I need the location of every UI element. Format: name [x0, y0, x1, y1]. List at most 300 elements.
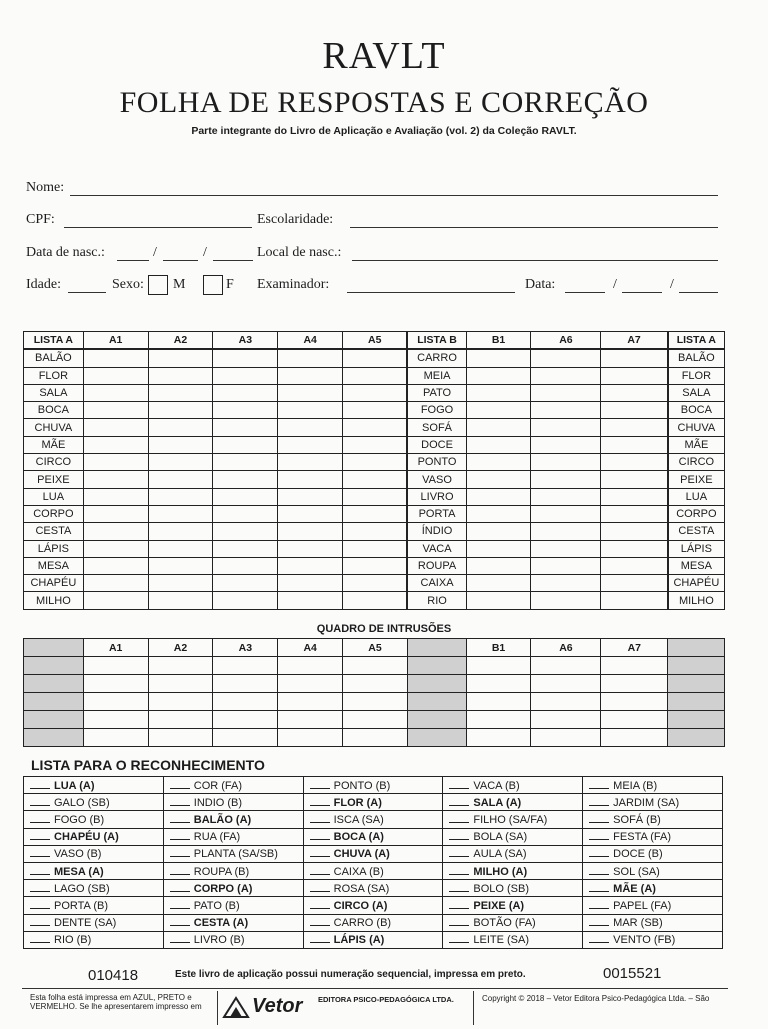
answer-cell[interactable]: [278, 540, 343, 557]
recognition-item[interactable]: [163, 931, 303, 948]
answer-cell[interactable]: [601, 523, 668, 540]
intrusion-cell[interactable]: [148, 657, 213, 675]
escolaridade-field[interactable]: [350, 227, 718, 228]
answer-blank[interactable]: [589, 830, 609, 840]
answer-cell[interactable]: [213, 419, 278, 436]
answer-cell[interactable]: [83, 592, 148, 609]
recognition-item[interactable]: [443, 845, 583, 862]
idade-field[interactable]: [68, 292, 106, 293]
intrusion-cell[interactable]: [531, 657, 601, 675]
recognition-item[interactable]: [163, 777, 303, 794]
answer-cell[interactable]: [531, 505, 601, 522]
answer-cell[interactable]: [83, 402, 148, 419]
answer-cell[interactable]: [148, 367, 213, 384]
intrusion-cell[interactable]: [531, 711, 601, 729]
shaded-cell: [407, 657, 466, 675]
answer-cell[interactable]: [531, 540, 601, 557]
answer-cell[interactable]: [601, 349, 668, 367]
lista-a-word: LUA: [668, 488, 725, 505]
answer-blank[interactable]: [170, 916, 190, 926]
answer-cell[interactable]: [601, 436, 668, 453]
answer-cell[interactable]: [601, 592, 668, 609]
recognition-item[interactable]: [443, 794, 583, 811]
answer-blank[interactable]: [589, 933, 609, 943]
answer-blank[interactable]: [589, 916, 609, 926]
answer-cell[interactable]: [601, 402, 668, 419]
vetor-logo-icon: [222, 995, 250, 1019]
answer-cell[interactable]: [466, 523, 531, 540]
date-separator: /: [670, 277, 674, 292]
answer-cell[interactable]: [601, 419, 668, 436]
answer-blank[interactable]: [170, 813, 190, 823]
intrusion-cell[interactable]: [83, 729, 148, 747]
answer-cell[interactable]: [466, 505, 531, 522]
answer-cell[interactable]: [343, 367, 408, 384]
recognition-item[interactable]: [443, 897, 583, 914]
recognition-item[interactable]: [303, 777, 443, 794]
serial-code-right: 0015521: [603, 965, 662, 982]
answer-cell[interactable]: [213, 436, 278, 453]
answer-cell[interactable]: [213, 454, 278, 471]
intrusion-cell[interactable]: [278, 729, 343, 747]
intrusions-table: [23, 638, 725, 747]
answer-cell[interactable]: [343, 575, 408, 592]
recognition-item[interactable]: [583, 845, 723, 862]
footer: [22, 988, 728, 1029]
answer-cell[interactable]: [278, 592, 343, 609]
shaded-cell: [407, 675, 466, 693]
recognition-item[interactable]: [303, 897, 443, 914]
recognition-item[interactable]: [583, 914, 723, 931]
answer-cell[interactable]: [343, 471, 408, 488]
recognition-item[interactable]: [24, 862, 164, 879]
answer-cell[interactable]: [466, 592, 531, 609]
intrusion-cell[interactable]: [148, 693, 213, 711]
date-separator: /: [203, 245, 207, 260]
answer-cell[interactable]: [466, 349, 531, 367]
answer-blank[interactable]: [30, 899, 50, 909]
answer-cell[interactable]: [148, 505, 213, 522]
answer-cell[interactable]: [278, 575, 343, 592]
recognition-item[interactable]: [443, 914, 583, 931]
answer-cell[interactable]: [83, 471, 148, 488]
intrusion-cell[interactable]: [148, 711, 213, 729]
answer-cell[interactable]: [466, 454, 531, 471]
intrusion-cell[interactable]: [278, 693, 343, 711]
answer-blank[interactable]: [449, 933, 469, 943]
answer-blank[interactable]: [30, 882, 50, 892]
recognition-item[interactable]: [303, 794, 443, 811]
recognition-item[interactable]: [583, 897, 723, 914]
answer-blank[interactable]: [589, 899, 609, 909]
answer-blank[interactable]: [310, 865, 330, 875]
intrusion-cell[interactable]: [601, 693, 668, 711]
recognition-item[interactable]: [443, 862, 583, 879]
answer-cell[interactable]: [531, 349, 601, 367]
answer-cell[interactable]: [343, 402, 408, 419]
table-row: [24, 349, 725, 367]
answer-cell[interactable]: [343, 454, 408, 471]
recognition-item[interactable]: [583, 931, 723, 948]
answer-blank[interactable]: [30, 813, 50, 823]
answer-blank[interactable]: [310, 796, 330, 806]
print-note: Esta folha está impressa em AZUL, PRETO e VERMELHO. Se lhe apresentarem impresso em: [30, 993, 202, 1011]
answer-cell[interactable]: [601, 384, 668, 401]
intrusion-cell[interactable]: [278, 711, 343, 729]
answer-blank[interactable]: [170, 847, 190, 857]
answer-blank[interactable]: [30, 796, 50, 806]
answer-blank[interactable]: [449, 865, 469, 875]
answer-cell[interactable]: [83, 540, 148, 557]
intrusion-cell[interactable]: [83, 693, 148, 711]
recognition-item[interactable]: [163, 828, 303, 845]
data-nasc-year-field[interactable]: [213, 260, 253, 261]
answer-cell[interactable]: [531, 402, 601, 419]
answer-cell[interactable]: [343, 523, 408, 540]
answer-blank[interactable]: [449, 916, 469, 926]
answer-cell[interactable]: [531, 384, 601, 401]
answer-cell[interactable]: [148, 454, 213, 471]
answer-cell[interactable]: [148, 402, 213, 419]
intrusion-cell[interactable]: [601, 675, 668, 693]
answer-cell[interactable]: [343, 384, 408, 401]
answer-cell[interactable]: [466, 488, 531, 505]
answer-cell[interactable]: [213, 349, 278, 367]
answer-cell[interactable]: [343, 505, 408, 522]
answer-cell[interactable]: [466, 557, 531, 574]
answer-blank[interactable]: [589, 813, 609, 823]
recognition-item[interactable]: [583, 777, 723, 794]
recognition-item[interactable]: [163, 845, 303, 862]
intrusion-cell[interactable]: [278, 657, 343, 675]
answer-cell[interactable]: [278, 471, 343, 488]
answer-cell[interactable]: [83, 488, 148, 505]
answer-blank[interactable]: [30, 933, 50, 943]
recall-header-cell: A4: [278, 332, 343, 350]
recognition-item[interactable]: [303, 914, 443, 931]
answer-cell[interactable]: [278, 384, 343, 401]
recognition-item[interactable]: [24, 845, 164, 862]
answer-cell[interactable]: [278, 349, 343, 367]
answer-blank[interactable]: [30, 779, 50, 789]
answer-cell[interactable]: [601, 367, 668, 384]
answer-cell[interactable]: [278, 367, 343, 384]
answer-cell[interactable]: [278, 523, 343, 540]
answer-blank[interactable]: [310, 882, 330, 892]
answer-cell[interactable]: [343, 419, 408, 436]
answer-cell[interactable]: [148, 557, 213, 574]
answer-cell[interactable]: [83, 505, 148, 522]
answer-cell[interactable]: [83, 523, 148, 540]
answer-cell[interactable]: [601, 575, 668, 592]
answer-blank[interactable]: [30, 847, 50, 857]
answer-cell[interactable]: [213, 488, 278, 505]
lista-a-word: MILHO: [24, 592, 84, 609]
answer-blank[interactable]: [170, 830, 190, 840]
answer-cell[interactable]: [83, 454, 148, 471]
answer-blank[interactable]: [449, 830, 469, 840]
answer-blank[interactable]: [449, 882, 469, 892]
recognition-item[interactable]: [24, 914, 164, 931]
recognition-item[interactable]: [24, 794, 164, 811]
data-nasc-month-field[interactable]: [163, 260, 198, 261]
answer-cell[interactable]: [213, 402, 278, 419]
answer-cell[interactable]: [213, 575, 278, 592]
answer-cell[interactable]: [83, 419, 148, 436]
recognition-word: AULA (SA): [473, 848, 527, 861]
answer-cell[interactable]: [601, 540, 668, 557]
recognition-word: BOLA (SA): [473, 831, 528, 844]
lista-b-word: ROUPA: [407, 557, 466, 574]
answer-blank[interactable]: [449, 779, 469, 789]
answer-blank[interactable]: [310, 933, 330, 943]
recognition-item[interactable]: [303, 931, 443, 948]
recognition-item[interactable]: [303, 862, 443, 879]
answer-cell[interactable]: [83, 557, 148, 574]
data-year-field[interactable]: [679, 292, 718, 293]
date-separator: /: [153, 245, 157, 260]
answer-cell[interactable]: [601, 488, 668, 505]
answer-cell[interactable]: [213, 367, 278, 384]
recognition-item[interactable]: [303, 845, 443, 862]
answer-cell[interactable]: [213, 384, 278, 401]
answer-blank[interactable]: [589, 882, 609, 892]
answer-cell[interactable]: [83, 367, 148, 384]
answer-blank[interactable]: [170, 933, 190, 943]
answer-cell[interactable]: [531, 436, 601, 453]
answer-cell[interactable]: [343, 540, 408, 557]
recognition-item[interactable]: [163, 794, 303, 811]
answer-blank[interactable]: [310, 830, 330, 840]
answer-blank[interactable]: [589, 796, 609, 806]
answer-blank[interactable]: [170, 865, 190, 875]
recognition-item[interactable]: [443, 931, 583, 948]
recognition-word: SALA (A): [473, 796, 522, 809]
data-month-field[interactable]: [622, 292, 662, 293]
answer-blank[interactable]: [449, 899, 469, 909]
recognition-item[interactable]: [443, 828, 583, 845]
answer-cell[interactable]: [466, 540, 531, 557]
recognition-word: JARDIM (SA): [613, 796, 680, 809]
answer-cell[interactable]: [601, 454, 668, 471]
recognition-item[interactable]: [303, 828, 443, 845]
answer-blank[interactable]: [449, 847, 469, 857]
answer-cell[interactable]: [531, 419, 601, 436]
answer-blank[interactable]: [589, 779, 609, 789]
answer-cell[interactable]: [148, 540, 213, 557]
answer-cell[interactable]: [213, 557, 278, 574]
recognition-item[interactable]: [24, 931, 164, 948]
answer-cell[interactable]: [343, 592, 408, 609]
answer-cell[interactable]: [148, 436, 213, 453]
data-nasc-day-field[interactable]: [117, 260, 149, 261]
intrusion-cell[interactable]: [601, 711, 668, 729]
answer-cell[interactable]: [531, 471, 601, 488]
answer-cell[interactable]: [148, 471, 213, 488]
recognition-item[interactable]: [24, 880, 164, 897]
intrusion-cell[interactable]: [466, 693, 531, 711]
nome-field[interactable]: [70, 195, 718, 196]
answer-cell[interactable]: [278, 505, 343, 522]
recognition-item[interactable]: [303, 880, 443, 897]
answer-cell[interactable]: [148, 419, 213, 436]
intrusion-cell[interactable]: [148, 729, 213, 747]
answer-cell[interactable]: [343, 349, 408, 367]
answer-cell[interactable]: [466, 384, 531, 401]
answer-cell[interactable]: [213, 505, 278, 522]
recognition-item[interactable]: [24, 897, 164, 914]
recognition-item[interactable]: [24, 777, 164, 794]
answer-cell[interactable]: [601, 505, 668, 522]
recognition-item[interactable]: [163, 897, 303, 914]
intrusion-cell[interactable]: [83, 711, 148, 729]
data-day-field[interactable]: [565, 292, 605, 293]
answer-blank[interactable]: [30, 916, 50, 926]
recognition-word: FOGO (B): [54, 813, 105, 826]
intrusion-cell[interactable]: [213, 657, 278, 675]
answer-cell[interactable]: [466, 575, 531, 592]
answer-blank[interactable]: [170, 796, 190, 806]
answer-cell[interactable]: [278, 436, 343, 453]
intrusion-cell[interactable]: [343, 711, 408, 729]
recognition-item[interactable]: [163, 862, 303, 879]
recognition-item[interactable]: [163, 811, 303, 828]
intrusion-cell[interactable]: [466, 729, 531, 747]
answer-cell[interactable]: [148, 488, 213, 505]
answer-cell[interactable]: [148, 575, 213, 592]
answer-cell[interactable]: [343, 436, 408, 453]
recognition-item[interactable]: [583, 880, 723, 897]
intrusion-cell[interactable]: [601, 729, 668, 747]
answer-blank[interactable]: [310, 847, 330, 857]
answer-blank[interactable]: [310, 813, 330, 823]
answer-cell[interactable]: [531, 575, 601, 592]
intrusion-cell[interactable]: [531, 729, 601, 747]
recognition-item[interactable]: [583, 794, 723, 811]
intrusion-cell[interactable]: [213, 693, 278, 711]
table-row: [24, 436, 725, 453]
answer-cell[interactable]: [278, 402, 343, 419]
answer-cell[interactable]: [213, 523, 278, 540]
intrusion-cell[interactable]: [466, 711, 531, 729]
intrusion-cell[interactable]: [601, 657, 668, 675]
answer-blank[interactable]: [449, 796, 469, 806]
answer-cell[interactable]: [601, 471, 668, 488]
answer-cell[interactable]: [466, 436, 531, 453]
answer-blank[interactable]: [30, 865, 50, 875]
answer-cell[interactable]: [148, 523, 213, 540]
answer-cell[interactable]: [213, 471, 278, 488]
recognition-item[interactable]: [443, 880, 583, 897]
answer-cell[interactable]: [83, 349, 148, 367]
recognition-item[interactable]: [443, 811, 583, 828]
answer-cell[interactable]: [83, 575, 148, 592]
intrusion-cell[interactable]: [278, 675, 343, 693]
intrusion-cell[interactable]: [343, 657, 408, 675]
answer-blank[interactable]: [310, 916, 330, 926]
answer-cell[interactable]: [466, 471, 531, 488]
answer-cell[interactable]: [148, 592, 213, 609]
recognition-item[interactable]: [163, 880, 303, 897]
answer-blank[interactable]: [589, 847, 609, 857]
recognition-item[interactable]: [24, 811, 164, 828]
local-nasc-field[interactable]: [352, 260, 718, 261]
answer-cell[interactable]: [466, 419, 531, 436]
lista-a-word: CORPO: [24, 505, 84, 522]
answer-cell[interactable]: [601, 557, 668, 574]
answer-cell[interactable]: [531, 367, 601, 384]
answer-cell[interactable]: [278, 419, 343, 436]
answer-blank[interactable]: [449, 813, 469, 823]
answer-blank[interactable]: [30, 830, 50, 840]
answer-cell[interactable]: [531, 454, 601, 471]
answer-cell[interactable]: [148, 384, 213, 401]
answer-blank[interactable]: [170, 882, 190, 892]
intrusion-cell[interactable]: [213, 711, 278, 729]
intrusion-cell[interactable]: [343, 675, 408, 693]
intrusion-cell[interactable]: [466, 675, 531, 693]
shaded-cell: [24, 729, 84, 747]
answer-cell[interactable]: [466, 367, 531, 384]
recognition-item[interactable]: [583, 828, 723, 845]
recognition-item[interactable]: [583, 862, 723, 879]
intrusion-cell[interactable]: [466, 657, 531, 675]
intrusion-cell[interactable]: [83, 657, 148, 675]
recognition-item[interactable]: [24, 828, 164, 845]
sexo-f-checkbox[interactable]: [203, 275, 223, 295]
answer-cell[interactable]: [278, 488, 343, 505]
intrusion-cell[interactable]: [213, 729, 278, 747]
recognition-word: COR (FA): [193, 779, 243, 792]
answer-cell[interactable]: [213, 540, 278, 557]
intrusion-cell[interactable]: [148, 675, 213, 693]
answer-cell[interactable]: [531, 488, 601, 505]
answer-cell[interactable]: [466, 402, 531, 419]
answer-cell[interactable]: [148, 349, 213, 367]
answer-blank[interactable]: [310, 779, 330, 789]
answer-cell[interactable]: [278, 454, 343, 471]
recognition-word: FLOR (A): [333, 796, 382, 809]
cpf-field[interactable]: [64, 227, 252, 228]
answer-cell[interactable]: [278, 557, 343, 574]
answer-cell[interactable]: [531, 557, 601, 574]
recognition-item[interactable]: [583, 811, 723, 828]
answer-cell[interactable]: [83, 384, 148, 401]
answer-blank[interactable]: [589, 865, 609, 875]
intrusion-cell[interactable]: [213, 675, 278, 693]
answer-cell[interactable]: [343, 488, 408, 505]
intrusion-cell[interactable]: [531, 675, 601, 693]
answer-cell[interactable]: [213, 592, 278, 609]
recognition-item[interactable]: [443, 777, 583, 794]
recognition-item[interactable]: [163, 914, 303, 931]
answer-blank[interactable]: [170, 779, 190, 789]
answer-cell[interactable]: [531, 523, 601, 540]
examinador-field[interactable]: [347, 292, 515, 293]
intrusion-cell[interactable]: [531, 693, 601, 711]
answer-blank[interactable]: [310, 899, 330, 909]
intrusion-cell[interactable]: [343, 729, 408, 747]
recognition-item[interactable]: [303, 811, 443, 828]
intrusion-cell[interactable]: [343, 693, 408, 711]
answer-cell[interactable]: [531, 592, 601, 609]
answer-cell[interactable]: [83, 436, 148, 453]
intrusion-cell[interactable]: [83, 675, 148, 693]
sexo-m-checkbox[interactable]: [148, 275, 168, 295]
answer-blank[interactable]: [170, 899, 190, 909]
answer-cell[interactable]: [343, 557, 408, 574]
intrusions-title: QUADRO DE INTRUSÕES: [316, 623, 452, 635]
